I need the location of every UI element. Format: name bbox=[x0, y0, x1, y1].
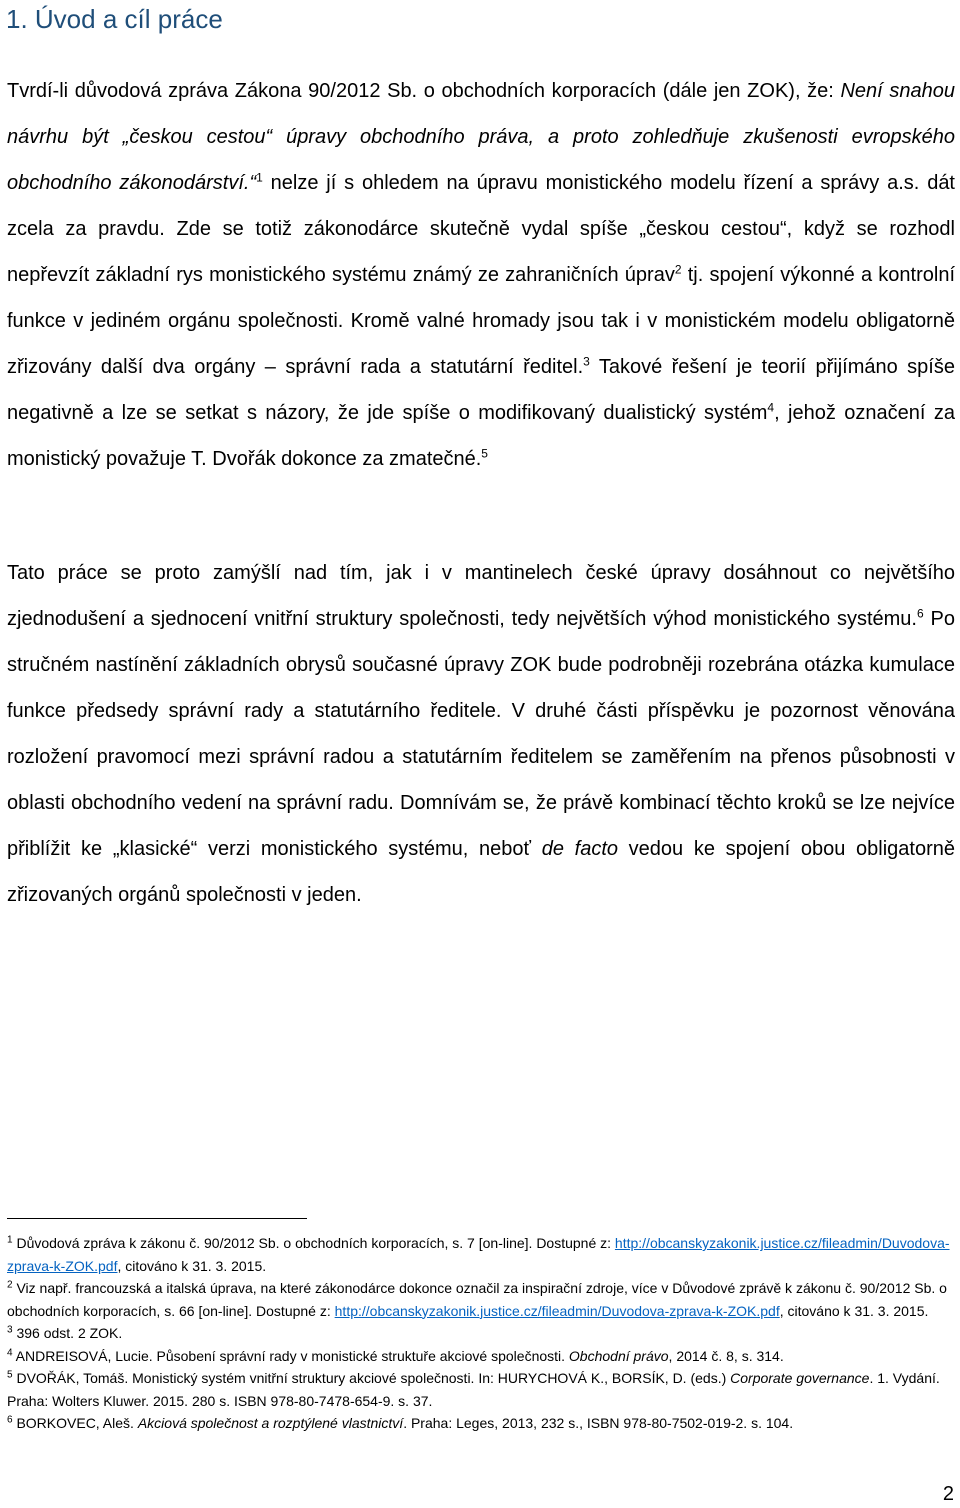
footnote-number: 5 bbox=[7, 1369, 13, 1381]
footnote-text: 396 odst. 2 ZOK. bbox=[12, 1325, 123, 1341]
footnote-ref-6: 6 bbox=[916, 606, 924, 621]
footnote-text: DVOŘÁK, Tomáš. Monistický systém vnitřní struktury akciové společnosti. In: HURYCHOVÁ K., BORSÍK, D. (eds.) bbox=[12, 1370, 731, 1386]
paragraph-2-text-2: Po stručném nastínění základních obrysů současné úpravy ZOK bude podrobněji rozebrána otázka kumulace funkce předsedy správní rady a statutárního ředitele. V druhé části příspěvku je pozornost věnována rozložení pravomocí mezi správní radou a statutárním ředitelem se zaměřením na přenos působnosti v oblasti obchodního vedení na správní radu. Domnívám se, že právě kombinací těchto kroků se lze nejvíce přiblížit ke „klasické“ verzi monistického systému, neboť bbox=[7, 608, 955, 860]
footnote-text: ANDREISOVÁ, Lucie. Působení správní rady v monistické struktuře akciové společnosti. bbox=[12, 1347, 569, 1364]
footnote-number: 3 bbox=[7, 1324, 13, 1336]
footnote-italic: Obchodní právo bbox=[568, 1347, 669, 1364]
quotation: Není snahou návrhu být „českou cestou“ úpravy obchodního práva, a proto zohledňuje zkušenosti evropského obchodního zákonodárství.“ bbox=[7, 80, 955, 194]
footnote-number: 1 bbox=[7, 1234, 13, 1246]
footnote-3 bbox=[7, 1322, 952, 1345]
footnote-text-end: . 1. Vydání. Praha: Wolters Kluwer. 2015. 280 s. ISBN 978-80-7478-654-9. s. 37. bbox=[7, 1370, 940, 1409]
paragraph-1-text-3: tj. spojení výkonné a kontrolní funkce v jediném orgánu společnosti. Kromě valné hromady jsou tak i v monistickém modelu obligatorně zřizovány další dva orgány – správní rada a statutární ředitel. bbox=[7, 264, 955, 378]
footnote-text-end: , citováno k 31. 3. 2015. bbox=[779, 1302, 929, 1319]
footnote-italic: Corporate governance bbox=[730, 1370, 870, 1386]
paragraph-1-text-1: Tvrdí-li důvodová zpráva Zákona 90/2012 Sb. o obchodních korporacích (dále jen ZOK), že: bbox=[7, 80, 841, 102]
footnote-ref-3: 3 bbox=[583, 354, 590, 369]
footnote-text-end: . Praha: Leges, 2013, 232 s., ISBN 978-80-7502-019-2. s. 104. bbox=[403, 1415, 794, 1431]
paragraph-2-text-3: vedou ke spojení obou obligatorně zřizovaných orgánů společnosti v jeden. bbox=[7, 838, 955, 906]
footnotes bbox=[7, 1232, 952, 1435]
footnote-5 bbox=[7, 1367, 952, 1412]
page-number: 2 bbox=[942, 1483, 954, 1505]
footnote-separator bbox=[7, 1218, 307, 1219]
italic-term: de facto bbox=[541, 838, 618, 860]
footnote-ref-5: 5 bbox=[481, 446, 488, 461]
paragraph-1 bbox=[7, 68, 955, 482]
footnote-6 bbox=[7, 1412, 952, 1435]
footnote-text-end: , citováno k 31. 3. 2015. bbox=[117, 1257, 267, 1274]
paragraph-1-text-2: nelze jí s ohledem na úpravu monistického modelu řízení a správy a.s. dát zcela za pravdu. Zde se totiž zákonodárce skutečně vydal spíše „českou cestou“, když se rozhodl nepřevzít základní rys monistického systému známý ze zahraničních úprav bbox=[7, 172, 955, 286]
footnote-4 bbox=[7, 1345, 952, 1368]
footnote-italic: Akciová společnost a rozptýlené vlastnictví bbox=[137, 1415, 404, 1431]
footnote-2 bbox=[7, 1277, 952, 1322]
footnote-number: 2 bbox=[7, 1279, 13, 1291]
footnote-link[interactable]: http://obcanskyzakonik.justice.cz/fileadmin/Duvodova-zprava-k-ZOK.pdf bbox=[334, 1302, 780, 1319]
paragraph-1-text-5: , jehož označení za monistický považuje T. Dvořák dokonce za zmatečné. bbox=[7, 402, 955, 470]
footnote-number: 6 bbox=[7, 1414, 13, 1426]
paragraph-2-text-1: Tato práce se proto zamýšlí nad tím, jak i v mantinelech české úpravy dosáhnout co největšího zjednodušení a sjednocení vnitřní struktury společnosti, tedy největších výhod monistického systému. bbox=[7, 562, 955, 630]
footnote-text: BORKOVEC, Aleš. bbox=[12, 1415, 138, 1431]
footnote-number: 4 bbox=[7, 1346, 13, 1358]
footnote-ref-1: 1 bbox=[256, 170, 263, 185]
footnote-text-end: , 2014 č. 8, s. 314. bbox=[668, 1347, 784, 1364]
footnote-1 bbox=[7, 1232, 952, 1277]
footnote-ref-2: 2 bbox=[674, 262, 682, 277]
footnote-link[interactable]: http://obcanskyzakonik.justice.cz/fileadmin/Duvodova-zprava-k-ZOK.pdf bbox=[7, 1235, 950, 1274]
section-heading: 1. Úvod a cíl práce bbox=[6, 4, 223, 34]
paragraph-2 bbox=[7, 550, 955, 918]
paragraph-1-text-4: Takové řešení je teorií přijímáno spíše negativně a lze se setkat s názory, že jde spíše o modifikovaný dualistický systém bbox=[7, 356, 955, 424]
footnote-ref-4: 4 bbox=[767, 400, 775, 415]
footnote-text: Viz např. francouzská a italská úprava, na které zákonodárce dokonce označil za inspirační zdroje, více v Důvodové zprávě k zákonu č. 90/2012 Sb. o obchodních korporacích, s. 66 [on-line]. Dostupné z: bbox=[7, 1280, 947, 1319]
footnote-text: Důvodová zpráva k zákonu č. 90/2012 Sb. o obchodních korporacích, s. 7 [on-line]. Dostupné z: bbox=[12, 1235, 615, 1251]
